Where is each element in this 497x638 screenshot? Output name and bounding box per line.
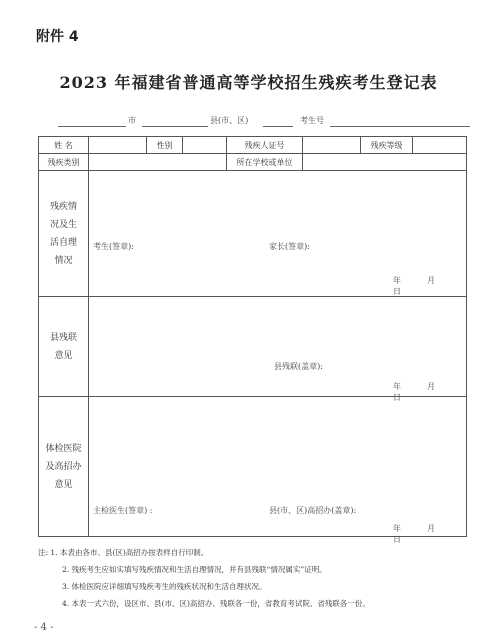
school-label: 所在学校或单位	[227, 154, 303, 171]
attachment-label: 附件 4	[36, 29, 79, 45]
city-label: 市	[128, 116, 136, 125]
doctor-sign-label: 主检医生(签章) :	[93, 506, 153, 515]
notes	[38, 544, 478, 612]
note-1: 注: 1. 本表由各市、县(区)高招办按表样自行印制。	[38, 548, 209, 557]
section-federation-label: 县残联意见	[39, 297, 89, 397]
disability-level-field[interactable]	[413, 137, 467, 154]
county-blank[interactable]	[142, 126, 208, 127]
disability-cert-label: 残疾人证号	[227, 137, 303, 154]
school-field[interactable]	[303, 154, 467, 171]
section-disability-label: 残疾情况及生活自理情况	[39, 171, 89, 297]
note-3: 3. 体检医院应详细填写残疾考生的残疾状况和生活自理状况。	[62, 582, 267, 591]
note-2: 2. 残疾考生应如实填写残疾情况和生活自理情况，并有县残联“情况属实”证明。	[62, 565, 327, 574]
section-hospital-content[interactable]	[89, 397, 467, 544]
note-4: 4. 本表一式六份，设区市、县(市、区)高招办、残联各一份，省教育考试院、省残联各一份。	[62, 599, 370, 608]
office-sign-label: 县(市、区)高招办(盖章):	[269, 506, 357, 515]
registration-table	[38, 136, 467, 544]
section3-date: 年 月日	[393, 524, 435, 544]
section2-date: 年 月日	[393, 382, 435, 402]
parent-sign-label: 家长(签章):	[269, 242, 310, 251]
page-number: - 4 -	[34, 622, 54, 633]
exam-no-label: 考生号	[300, 116, 324, 125]
disability-type-field[interactable]	[89, 154, 227, 171]
county-label: 县(市、区)	[210, 116, 249, 125]
gender-label: 性别	[147, 137, 183, 154]
name-field[interactable]	[89, 137, 147, 154]
name-label: 姓 名	[39, 137, 89, 154]
federation-sign-label: 县残联(盖章):	[274, 362, 323, 371]
student-sign-label: 考生(签章):	[93, 242, 134, 251]
section1-date: 年 月日	[393, 276, 435, 296]
section-disability-content[interactable]	[89, 171, 467, 297]
exam-no-blank[interactable]	[330, 126, 470, 127]
disability-cert-field[interactable]	[303, 137, 361, 154]
section-federation-content[interactable]	[89, 297, 467, 402]
disability-type-label: 残疾类别	[39, 154, 89, 171]
form-title: 2023 年福建省普通高等学校招生残疾考生登记表	[59, 73, 438, 92]
city-blank[interactable]	[58, 126, 126, 127]
disability-level-label: 残疾等级	[361, 137, 413, 154]
county-gap-line	[263, 126, 293, 127]
gender-field[interactable]	[183, 137, 227, 154]
section-hospital-label: 体检医院及高招办意见	[39, 397, 89, 537]
location-line	[58, 115, 478, 129]
